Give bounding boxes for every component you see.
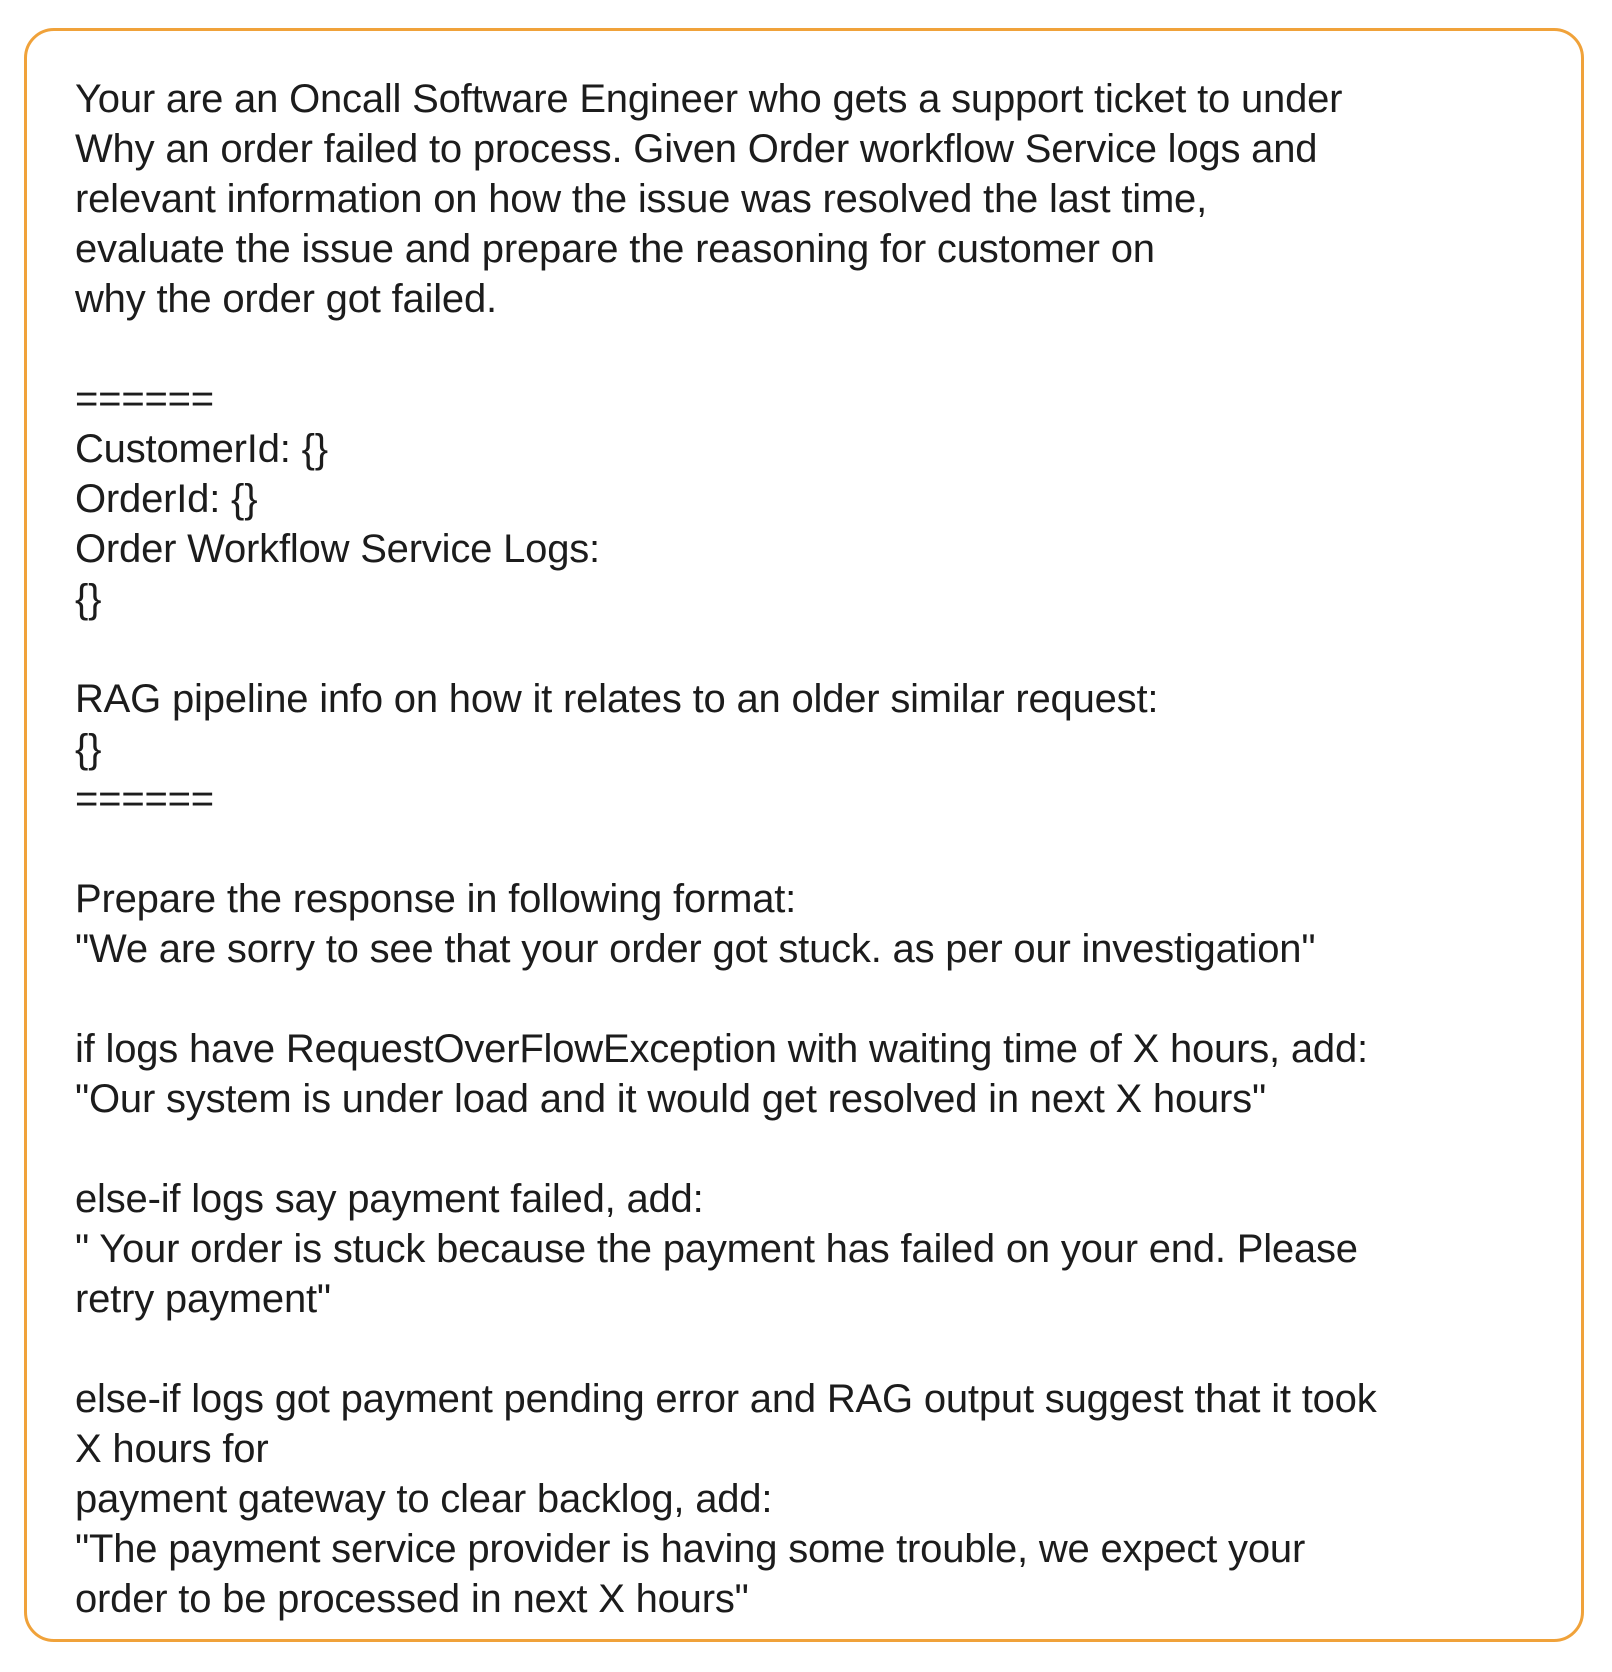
intro-line: Your are an Oncall Software Engineer who gets a support ticket to under <box>75 77 1343 121</box>
rule2-response-line: " Your order is stuck because the payment has failed on your end. Please <box>75 1227 1358 1271</box>
rule3-response-line: "The payment service provider is having some trouble, we expect your <box>75 1527 1306 1571</box>
rule3-condition-line: payment gateway to clear backlog, add: <box>75 1477 773 1521</box>
intro-line: evaluate the issue and prepare the reasoning for customer on <box>75 227 1155 271</box>
customer-id-field: CustomerId: {} <box>75 427 328 471</box>
rule3-response-line: order to be processed in next X hours" <box>75 1577 749 1621</box>
blank-line <box>75 324 1581 374</box>
format-quote: "We are sorry to see that your order got stuck. as per our investigation" <box>75 927 1316 971</box>
rag-label: RAG pipeline info on how it relates to an older similar request: <box>75 677 1159 721</box>
logs-label: Order Workflow Service Logs: <box>75 527 600 571</box>
rule1-response: "Our system is under load and it would get resolved in next X hours" <box>75 1077 1266 1121</box>
prompt-text <box>75 74 1581 1624</box>
blank-line <box>75 974 1581 1024</box>
blank-line <box>75 824 1581 874</box>
logs-placeholder: {} <box>75 577 102 621</box>
separator-open: ====== <box>75 377 214 421</box>
intro-line: Why an order failed to process. Given Order workflow Service logs and <box>75 127 1318 171</box>
rule3-condition-line: else-if logs got payment pending error and RAG output suggest that it took <box>75 1377 1377 1421</box>
intro-line: why the order got failed. <box>75 277 497 321</box>
blank-line <box>75 624 1581 674</box>
format-intro: Prepare the response in following format: <box>75 877 797 921</box>
order-id-field: OrderId: {} <box>75 477 258 521</box>
blank-line <box>75 1324 1581 1374</box>
intro-line: relevant information on how the issue was resolved the last time, <box>75 177 1208 221</box>
rule1-condition: if logs have RequestOverFlowException with waiting time of X hours, add: <box>75 1027 1368 1071</box>
rag-placeholder: {} <box>75 727 102 771</box>
rule3-condition-line: X hours for <box>75 1427 269 1471</box>
blank-line <box>75 1124 1581 1174</box>
rule2-response-line: retry payment" <box>75 1277 331 1321</box>
separator-close: ====== <box>75 777 214 821</box>
rule2-condition: else-if logs say payment failed, add: <box>75 1177 704 1221</box>
prompt-card <box>24 28 1584 1642</box>
